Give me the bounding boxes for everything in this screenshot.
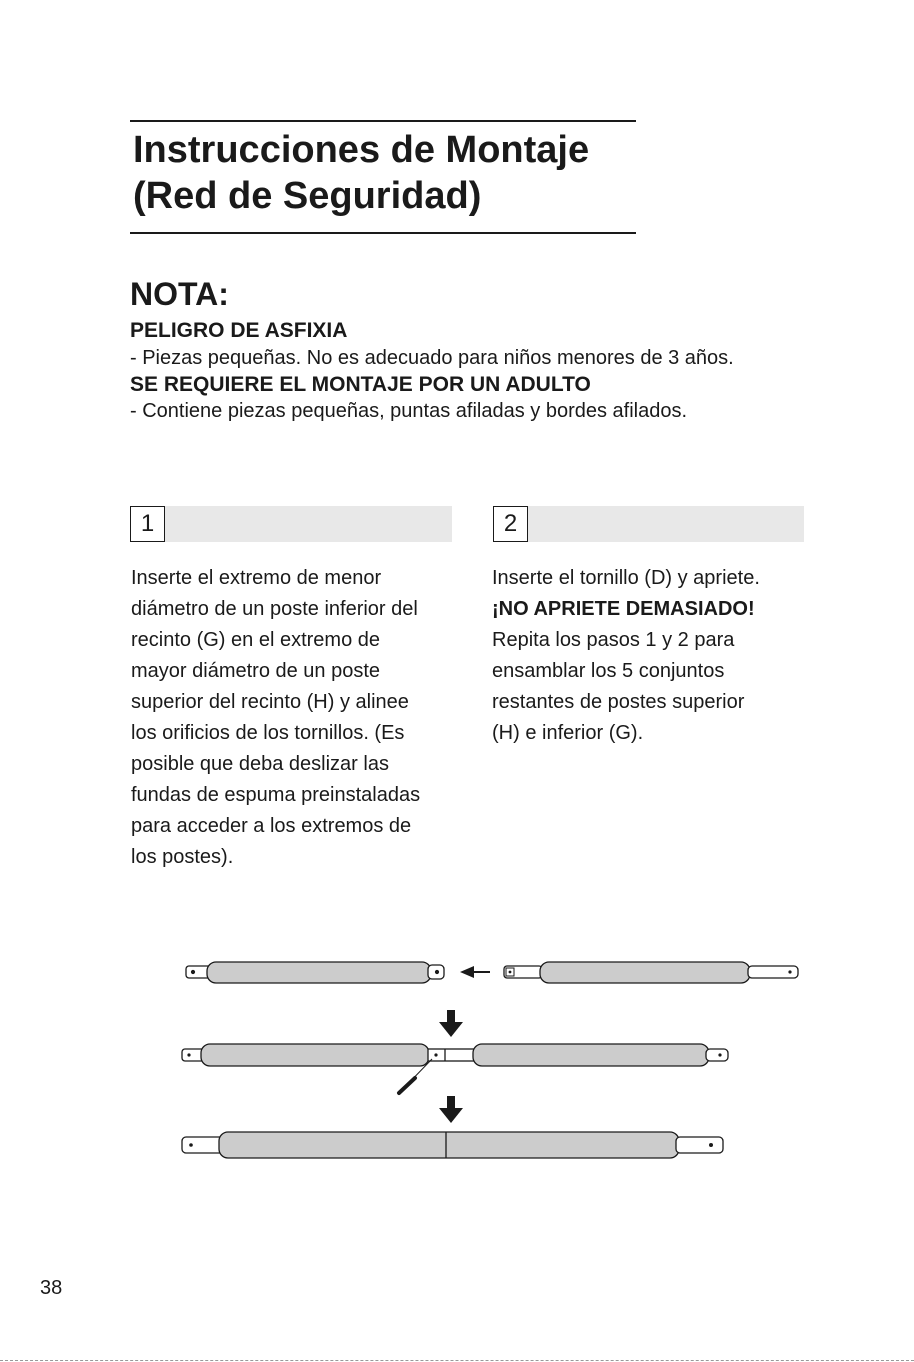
step-1-line: fundas de espuma preinstaladas (131, 784, 421, 806)
assembly-diagram-svg (0, 940, 914, 1180)
step-1-number: 1 (130, 506, 165, 542)
step-1-line: diámetro de un poste inferior del (131, 598, 418, 620)
step-1-line: los postes). (131, 846, 234, 868)
assembly-diagram (0, 940, 914, 1180)
step-1-line: los orificios de los tornillos. (Es (131, 722, 405, 744)
page-number: 38 (40, 1277, 63, 1299)
note-heading: NOTA: (130, 276, 229, 312)
down-arrow-icon (439, 1096, 463, 1123)
overtighten-warning: ¡NO APRIETE DEMASIADO! (492, 598, 755, 620)
step-2-number: 2 (493, 506, 528, 542)
title-line-2: (Red de Seguridad) (133, 175, 482, 217)
step-1-line: recinto (G) en el extremo de (131, 629, 380, 651)
adult-assembly-heading: SE REQUIERE EL MONTAJE POR UN ADULTO (130, 373, 591, 396)
lower-pole-g (186, 962, 444, 983)
step-2-text (492, 563, 822, 749)
title-block (130, 120, 636, 234)
step-1-line: Inserte el extremo de menor (131, 567, 382, 589)
adult-assembly-text: - Contiene piezas pequeñas, puntas afiladas y bordes afilados. (130, 400, 688, 422)
choking-hazard-text: - Piezas pequeñas. No es adecuado para niños menores de 3 años. (130, 347, 734, 369)
title-line-1: Instrucciones de Montaje (133, 129, 590, 171)
upper-pole-h (504, 962, 798, 983)
down-arrow-icon (439, 1010, 463, 1037)
joined-poles-with-screw (182, 1044, 728, 1066)
step-2-line: restantes de postes superior (492, 691, 745, 713)
step-1-text (131, 563, 461, 873)
step-1-header (130, 506, 452, 542)
choking-hazard-heading: PELIGRO DE ASFIXIA (130, 319, 348, 342)
step-1-line: mayor diámetro de un poste (131, 660, 381, 682)
step-2-line: (H) e inferior (G). (492, 722, 644, 744)
step-1-line: superior del recinto (H) y alinee (131, 691, 409, 713)
step-2-line: Repita los pasos 1 y 2 para (492, 629, 735, 651)
step-2-line: ensamblar los 5 conjuntos (492, 660, 725, 682)
assembled-pole (182, 1132, 723, 1158)
step-1-line: para acceder a los extremos de (131, 815, 412, 837)
step-2-header (493, 506, 804, 542)
step-1-line: posible que deba deslizar las (131, 753, 389, 775)
insert-arrow-icon (460, 966, 490, 978)
page-bottom-rule (0, 1360, 914, 1361)
step-2-line: Inserte el tornillo (D) y apriete. (492, 567, 760, 589)
